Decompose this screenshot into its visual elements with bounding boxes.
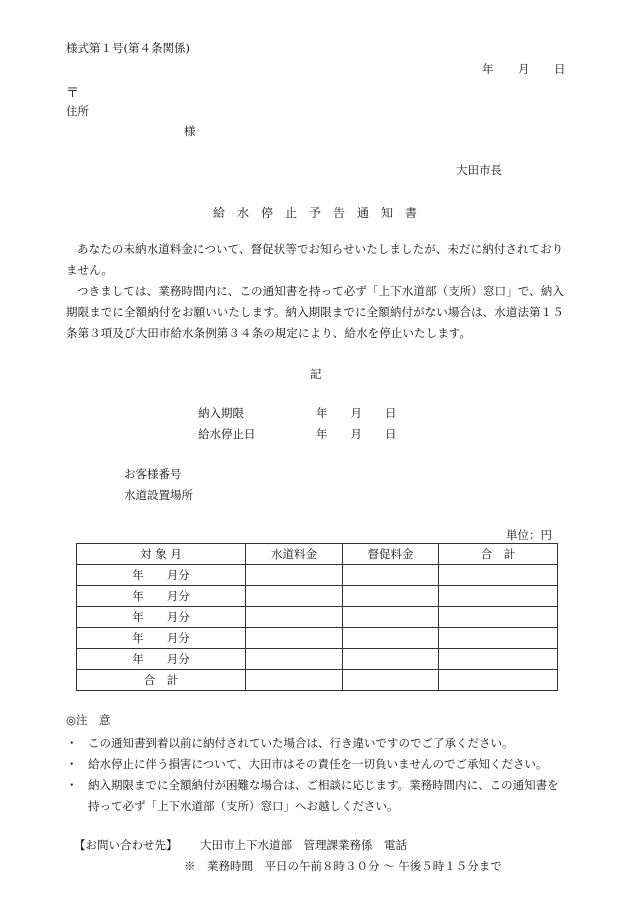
header-reminder-fee: 督促料金: [343, 544, 439, 565]
list-item: [66, 775, 566, 817]
month-cell: 年 月分: [77, 628, 246, 649]
honorific: 様: [184, 124, 196, 138]
month-cell: 年 月分: [77, 565, 246, 586]
table-row: [77, 628, 558, 649]
water-fee-cell[interactable]: [246, 649, 343, 670]
water-fee-cell[interactable]: [246, 565, 343, 586]
unit-label: 単位：円: [506, 528, 552, 542]
bullet-icon: ・: [66, 757, 78, 771]
ki-mark: 記: [310, 367, 322, 381]
header-target-month: 対 象 月: [77, 544, 246, 565]
body-text: [66, 239, 566, 344]
table-header-row: [77, 544, 558, 565]
total-cell[interactable]: [439, 628, 558, 649]
payment-deadline-date: 年 月 日: [316, 406, 397, 420]
total-cell[interactable]: [439, 607, 558, 628]
water-fee-cell[interactable]: [246, 628, 343, 649]
issuer: 大田市長: [456, 163, 502, 177]
table-total-row: [77, 670, 558, 691]
reminder-fee-cell[interactable]: [343, 586, 439, 607]
table-row: [77, 649, 558, 670]
body-paragraph-1: あなたの未納水道料金について、督促状等でお知らせいたしましたが、未だに納付されておりません。: [66, 242, 564, 277]
page-title: 給 水 停 止 予 告 通 知 書: [212, 206, 417, 220]
customer-number-label: お客様番号: [124, 467, 182, 481]
install-location-label: 水道設置場所: [124, 488, 193, 502]
water-fee-cell[interactable]: [246, 607, 343, 628]
month-cell: 年 月分: [77, 607, 246, 628]
issue-date: 年 月 日: [482, 62, 566, 76]
reminder-fee-cell[interactable]: [343, 628, 439, 649]
total-label-cell: 合 計: [77, 670, 246, 691]
contact-label: 【お問い合わせ先】: [74, 838, 178, 852]
water-stop-date: 年 月 日: [316, 427, 397, 441]
header-total: 合 計: [439, 544, 558, 565]
table-row: [77, 607, 558, 628]
table-row: [77, 565, 558, 586]
note-text: 給水停止に伴う損害について、大田市はその責任を一切負いませんのでご承知ください。: [88, 757, 548, 771]
address-label: 住所: [66, 104, 89, 118]
form-number: 様式第１号(第４条関係): [66, 41, 190, 55]
header-water-fee: 水道料金: [246, 544, 343, 565]
reminder-fee-cell[interactable]: [343, 565, 439, 586]
total-cell[interactable]: [439, 565, 558, 586]
list-item: [66, 733, 566, 754]
bullet-icon: ・: [66, 736, 78, 750]
note-text: この通知書到着以前に納付されていた場合は、行き違いですのでご了承ください。: [88, 736, 514, 750]
reminder-fee-cell[interactable]: [343, 649, 439, 670]
table-row: [77, 586, 558, 607]
month-cell: 年 月分: [77, 586, 246, 607]
fee-table: [76, 543, 558, 691]
reminder-fee-cell[interactable]: [343, 607, 439, 628]
business-hours: ※ 業務時間 平日の午前８時３０分 〜 午後５時１５分まで: [184, 859, 502, 873]
payment-deadline-label: 納入期限: [198, 406, 244, 420]
list-item: [66, 754, 566, 775]
total-cell[interactable]: [439, 586, 558, 607]
contact-department: 大田市上下水道部 管理課業務係 電話: [200, 838, 407, 852]
total-cell[interactable]: [439, 649, 558, 670]
reminder-fee-total-cell[interactable]: [343, 670, 439, 691]
postal-mark: 〒: [66, 86, 80, 101]
grand-total-cell[interactable]: [439, 670, 558, 691]
notes-heading: ◎注 意: [66, 713, 111, 727]
bullet-icon: ・: [66, 778, 78, 792]
month-cell: 年 月分: [77, 649, 246, 670]
body-paragraph-2: つきましては、業務時間内に、この通知書を持って必ず「上下水道部（支所）窓口」で、納入期限までに全額納付をお願いいたします。納入期限までに全額納付がない場合は、水道法第１５条第３項及び大田市給水条例第３４条の規定により、給水を停止いたします。: [66, 284, 564, 340]
water-stop-label: 給水停止日: [198, 427, 256, 441]
note-text: 納入期限までに全額納付が困難な場合は、ご相談に応じます。業務時間内に、この通知書を持って必ず「上下水道部（支所）窓口」へお越しください。: [88, 778, 559, 813]
water-fee-total-cell[interactable]: [246, 670, 343, 691]
notes-list: [66, 733, 566, 817]
water-fee-cell[interactable]: [246, 586, 343, 607]
